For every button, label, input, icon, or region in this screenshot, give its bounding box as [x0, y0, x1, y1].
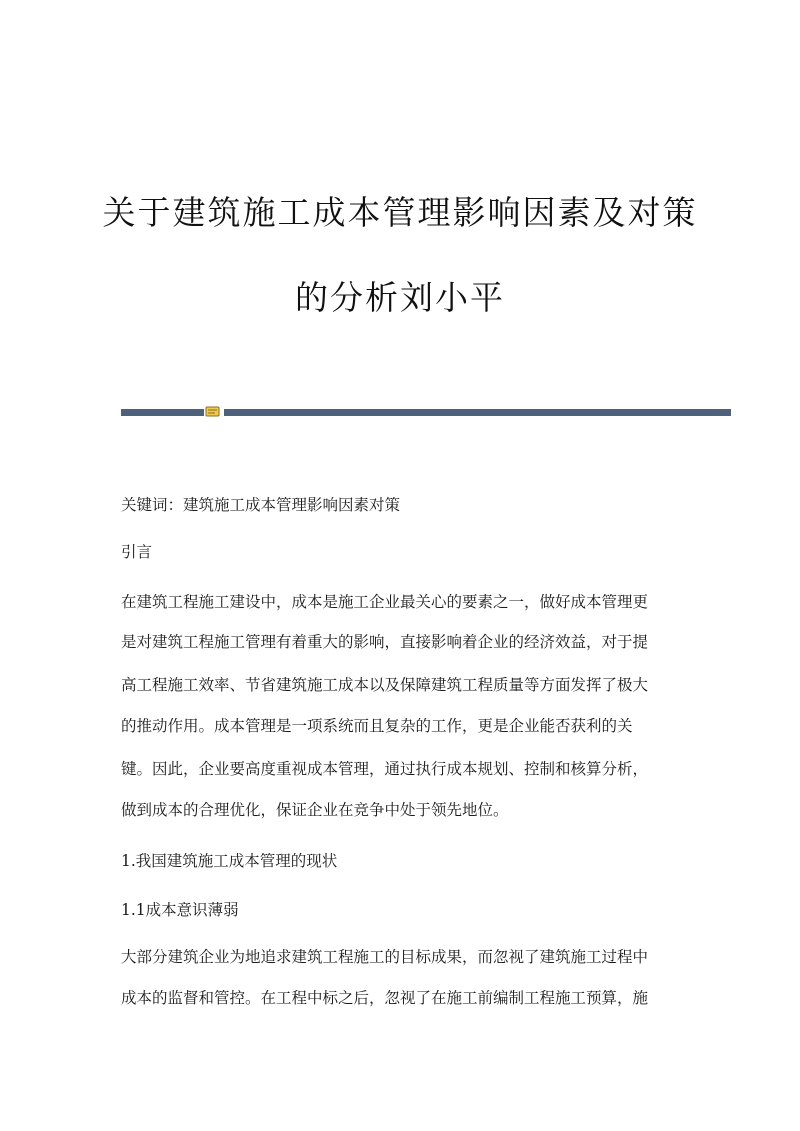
section-1-heading: 1.我国建筑施工成本管理的现状	[121, 852, 338, 870]
section-1-1-heading: 1.1成本意识薄弱	[121, 901, 239, 919]
intro-heading: 引言	[121, 543, 153, 561]
document-title-line-1: 关于建筑施工成本管理影响因素及对策	[102, 193, 698, 232]
intro-paragraph-line: 高工程施工效率、节省建筑施工成本以及保障建筑工程质量等方面发挥了极大	[121, 676, 649, 694]
intro-paragraph-line: 在建筑工程施工建设中，成本是施工企业最关心的要素之一，做好成本管理更	[121, 593, 649, 611]
intro-paragraph-line: 键。因此，企业要高度重视成本管理，通过执行成本规划、控制和核算分析，	[121, 760, 649, 778]
document-title-line-2: 的分析刘小平	[295, 278, 505, 317]
title-divider-left	[121, 409, 204, 416]
intro-paragraph-line: 的推动作用。成本管理是一项系统而且复杂的工作，更是企业能否获利的关	[121, 717, 633, 735]
section-1-1-paragraph-line: 大部分建筑企业为地追求建筑工程施工的目标成果，而忽视了建筑施工过程中	[121, 948, 649, 966]
title-divider-right	[224, 409, 731, 416]
section-1-1-paragraph-line: 成本的监督和管控。在工程中标之后，忽视了在施工前编制工程施工预算，施	[121, 989, 649, 1007]
intro-paragraph-line: 是对建筑工程施工管理有着重大的影响，直接影响着企业的经济效益，对于提	[121, 633, 649, 651]
intro-paragraph-line: 做到成本的合理优化，保证企业在竞争中处于领先地位。	[121, 801, 509, 819]
keywords: 关键词：建筑施工成本管理影响因素对策	[121, 496, 401, 514]
document-icon	[205, 405, 220, 418]
